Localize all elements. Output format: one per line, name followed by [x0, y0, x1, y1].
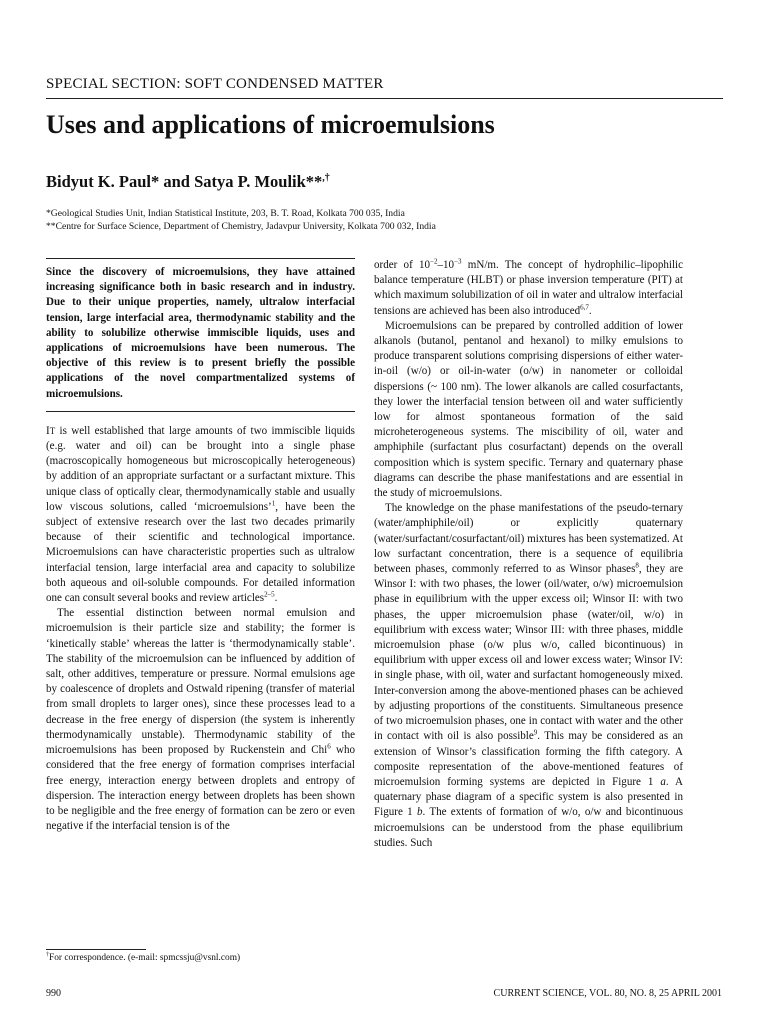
citation: 1	[271, 499, 276, 508]
footnote-mark: †	[46, 951, 49, 958]
text-run: , they are Winsor I: with two phases, the lower (oil/water, o/w) microemulsion phase in equilibrium with the upper excess oil; Winsor II: with two phases, the upper microemulsion phase (water/oil, w/o) in equilibrium with excess water; Winsor III: with three phases, middle microemulsion phase (o/w plus w/o, called bicontinuous) in equilibrium with upper excess oil and lower excess water; Winsor IV: in single phase, with oil, water and surfactant homogeneously mixed. Inter-conversion among the above-mentioned phases can be achieved by adjusting proportions of the constituents. Simultaneous presence of two microemulsion phases, one in contact with water and the other in contact with oil is also possible	[374, 563, 684, 743]
body-paragraph-4: Microemulsions can be prepared by controlled addition of lower alkanols (butanol, pentanol and hexanol) to milky emulsions to produce transparent solutions comprising dispersions of either water-in-oil (w/o) or oil-in-water (o/w) in nanometer or colloidal dispersions (~ 100 nm). The lower alkanols are called cosurfactants, they lower the interfacial tension between oil and water sufficiently low for almost spontaneous formation of the said microheterogeneous systems. The miscibility of oil, water and amphiphile (surfactant plus cosurfactant) depends on the overall composition which is system specific. Ternary and quaternary phase diagrams can describe the phase manifestations and are essential in the study of microemulsions.	[374, 319, 683, 500]
citation: 6,7	[580, 302, 589, 311]
text-run: mN/m. The concept of hydrophilic–lipophilic balance temperature (HLBT) or phase inversion temperature (PIT) at which maximum solubilization of oil in water and ultralow interfacial tensions are achieved has been also introduced	[374, 259, 683, 317]
affiliation-2: **Centre for Surface Science, Department of Chemistry, Jadavpur University, Kolkata 700 032, India	[46, 221, 436, 232]
section-header: SPECIAL SECTION: SOFT CONDENSED MATTER	[46, 76, 384, 92]
abstract-box	[46, 258, 355, 412]
text-run: who considered that the free energy of formation comprises interfacial free energy, interaction energy between droplets and entropy of dispersion. The interaction energy between droplets has been shown to be negligible and the free energy of formation can be zero or even negative if the interfacial tension is of the	[46, 744, 355, 833]
affiliation-1: *Geological Studies Unit, Indian Statistical Institute, 203, B. T. Road, Kolkata 700 035, India	[46, 208, 405, 219]
footnote	[46, 953, 240, 963]
exponent: −3	[454, 257, 462, 266]
figure-ref-a: a	[660, 775, 666, 788]
exponent: −2	[430, 257, 438, 266]
abstract-text: Since the discovery of microemulsions, they have attained increasing significance both in basic research and in industry. Due to their unique properties, namely, ultralow interfacial tension, large interfacial area, thermodynamic stability and the ability to solubilize otherwise immiscible liquids, uses and applications of microemulsions have been numerous. The objective of this review is to present briefly the possible applications of the novel compartmentalized systems of microemulsions.	[46, 266, 355, 400]
author-names: Bidyut K. Paul* and Satya P. Moulik**	[46, 172, 323, 191]
journal-info: CURRENT SCIENCE, VOL. 80, NO. 8, 25 APRIL 2001	[493, 988, 722, 999]
figure-ref-b: b	[416, 806, 423, 819]
dropcap-i: I	[46, 424, 50, 437]
text-run: The essential distinction between normal emulsion and microemulsion is their particle size and stability; the former is ‘kinetically stable’ whereas the latter is ‘thermodynamically stable’. The stability of the microemulsion can be influenced by addition of salt, other additives, temperature or pressure. Normal emulsions age by coalescence of droplets and Ostwald ripening (transfer of material from small droplets to larger ones), since these processes lead to a decrease in the free energy of dispersion (the system is inherently thermodynamically unstable). Thermodynamic stability of the microemulsions has been proposed by Ruckenstein and Chi	[46, 607, 355, 757]
body-paragraph-5	[374, 501, 683, 851]
body-paragraph-1	[46, 424, 355, 606]
footnote-rule	[46, 949, 146, 950]
text-run: order of 10	[374, 259, 431, 271]
footnote-text: For correspondence. (e-mail: spmcssju@vsnl.com)	[49, 953, 241, 963]
text-run: . The extents of formation of w/o, o/w and bicontinuous microemulsions can be understood from the phase equilibrium studies. Such	[374, 806, 684, 849]
text-run: .	[274, 592, 278, 605]
page-number: 990	[46, 988, 61, 999]
right-column	[374, 258, 683, 851]
citation: 6	[327, 742, 331, 751]
text-run: is well established that large amounts of two immiscible liquids (e.g. water and oil) can be brought into a single phase (macroscopically homogeneous but microscopically heterogeneous) by addition of an appropriate surfactant or a surfactant mixture. This unique class of optically clear, thermodynamically stable and usually low viscous solutions, called ‘microemulsions’	[46, 424, 355, 513]
author-mark: ,†	[322, 172, 330, 184]
text-run: . This may be considered as an extension of Winsor’s classification forming the fifth category. A composite representation of the above-mentioned features of microemulsion forming systems are depicted in Figure 1	[374, 730, 683, 788]
citation: 9	[533, 728, 538, 737]
left-column	[46, 258, 355, 834]
citation: 2–5	[264, 590, 275, 599]
author-line	[46, 172, 330, 192]
body-paragraph-2	[46, 606, 355, 834]
citation: 8	[635, 561, 639, 570]
text-run: .	[588, 304, 592, 317]
article-title: Uses and applications of microemulsions	[46, 110, 495, 139]
affiliations	[46, 207, 436, 233]
text-run: , have been the subject of extensive research over the last two decades primarily because of their scientific and technological importance. Microemulsions can have characteristic properties such as ultralow interfacial tension, large interfacial area and capacity to solubilize both aqueous and oil-soluble compounds. For detailed information one can consult several books and review articles	[46, 500, 356, 605]
dropcap-t: T	[49, 425, 56, 436]
body-paragraph-3	[374, 258, 683, 319]
text-run: –10	[437, 259, 455, 271]
text-run: . A quaternary phase diagram of a specific system is also presented in Figure 1	[374, 775, 683, 819]
header-rule	[46, 98, 723, 99]
text-run: The knowledge on the phase manifestations of the pseudo-ternary (water/amphiphile/oil) or explicitly quaternary (water/surfactant/cosurfactant/oil) mixtures has been systematized. At low surfactant concentration, there is a sequence of equilibria between phases, commonly referred to as Winsor phases	[374, 502, 683, 576]
